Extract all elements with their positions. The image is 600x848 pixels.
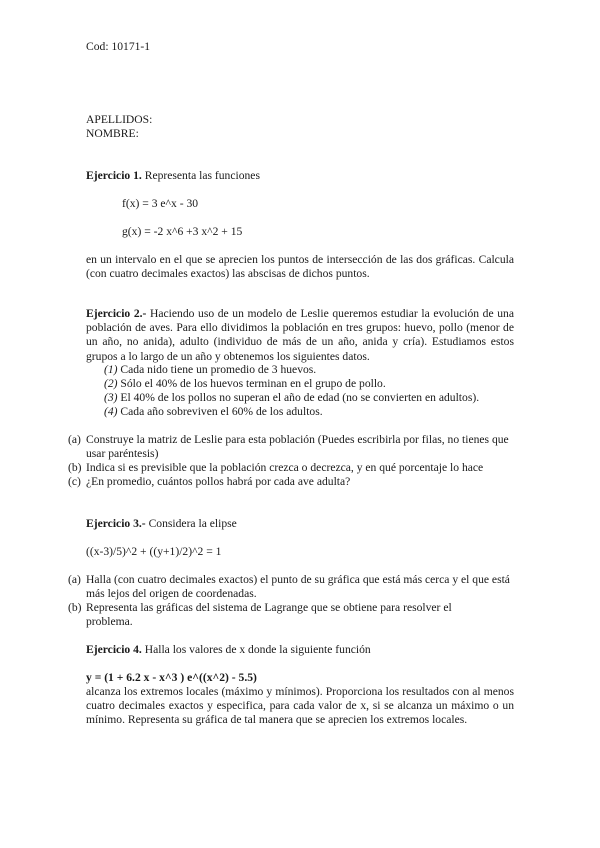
data-item-2-number: (2): [104, 377, 118, 390]
question-2a-text: Construye la matriz de Leslie para esta población (Puedes escribirla por filas, no tienes que usar paréntesis): [86, 433, 509, 460]
exercise-4-intro: Halla los valores de x donde la siguiente función: [141, 643, 371, 656]
exercise-2-title: Ejercicio 2.-: [86, 307, 147, 320]
question-3b-text: Representa las gráficas del sistema de Lagrange que se obtiene para resolver el problema.: [86, 601, 452, 628]
name-label: NOMBRE:: [86, 127, 139, 140]
exercise-4-title: Ejercicio 4.: [86, 643, 142, 656]
exercise-4-heading: [86, 643, 371, 657]
function-g: g(x) = -2 x^6 +3 x^2 + 15: [122, 225, 243, 238]
question-2b-text: Indica si es previsible que la población crezca o decrezca, y en qué porcentaje lo hace: [86, 461, 484, 474]
exercise-1-intro: Representa las funciones: [141, 169, 260, 182]
data-item-2-text: Sólo el 40% de los huevos terminan en el grupo de pollo.: [117, 377, 386, 390]
exercise-1-title: Ejercicio 1.: [86, 169, 142, 182]
question-3b: [68, 601, 516, 629]
question-2c-text: ¿En promedio, cuántos pollos habrá por cada ave adulta?: [86, 475, 351, 488]
question-3b-mark: (b): [68, 601, 82, 614]
question-2b-mark: (b): [68, 461, 82, 474]
exercise-4-body: alcanza los extremos locales (máximo y mínimos). Proporciona los resultados con al menos cuatro decimales exactos y especifica, para cada valor de x, si se alcanza un máximo o un mínimo. Representa su gráfica de tal manera que se aprecien los extremos locales.: [86, 685, 514, 727]
exercise-2-text: Haciendo uso de un modelo de Leslie queremos estudiar la evolución de una población de aves. Para ello dividimos la población en tres grupos: huevo, pollo (menor de un año, no anida), adulto (individuo de más de un año, anida y cría). Estudiamos estos grupos a lo largo de un año y obtenemos los siguientes datos.: [86, 307, 514, 363]
ellipse-equation: ((x-3)/5)^2 + ((y+1)/2)^2 = 1: [86, 545, 222, 558]
data-item-4-text: Cada año sobreviven el 60% de los adultos.: [117, 405, 323, 418]
question-2c-mark: (c): [68, 475, 81, 488]
data-item-3-text: El 40% de los pollos no superan el año de edad (no se convierten en adultos).: [117, 391, 480, 404]
question-2b: [68, 461, 516, 475]
data-item-4-number: (4): [104, 405, 118, 418]
exercise-1-heading: [86, 169, 260, 183]
data-item-1: [104, 363, 316, 377]
question-2c: [68, 475, 516, 489]
question-2a: [68, 433, 516, 461]
data-item-4: [104, 405, 323, 419]
exercise-2-body: [86, 307, 514, 364]
exercise-3-title: Ejercicio 3.-: [86, 517, 146, 530]
exam-code: Cod: 10171-1: [86, 40, 151, 53]
question-2a-mark: (a): [68, 433, 81, 446]
question-3a-mark: (a): [68, 573, 81, 586]
exercise-3-heading: [86, 517, 237, 531]
function-f: f(x) = 3 e^x - 30: [122, 197, 199, 210]
data-item-1-text: Cada nido tiene un promedio de 3 huevos.: [117, 363, 317, 376]
data-item-1-number: (1): [104, 363, 118, 376]
data-item-2: [104, 377, 386, 391]
function-y: y = (1 + 6.2 x - x^3 ) e^((x^2) - 5.5): [86, 671, 257, 684]
exercise-3-intro: Considera la elipse: [145, 517, 237, 530]
exercise-1-body: en un intervalo en el que se aprecien los puntos de intersección de las dos gráficas. Calcula (con cuatro decimales exactos) las abscisas de dichos puntos.: [86, 253, 514, 281]
data-item-3-number: (3): [104, 391, 118, 404]
surname-label: APELLIDOS:: [86, 113, 153, 126]
question-3a: [68, 573, 516, 601]
data-item-3: [104, 391, 479, 405]
question-3a-text: Halla (con cuatro decimales exactos) el punto de su gráfica que está más cerca y el que está más lejos del origen de coordenadas.: [86, 573, 510, 600]
